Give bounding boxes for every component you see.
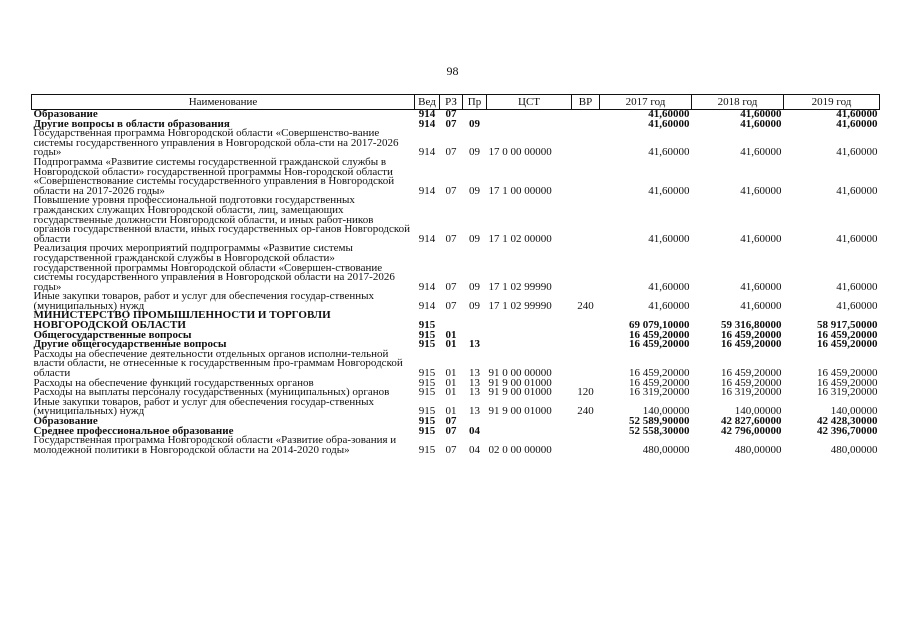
row-2017: 16 459,20000 [629, 328, 690, 341]
row-pr: 09 [469, 146, 480, 159]
row-vr [572, 158, 600, 196]
row-ved: 915 [418, 376, 436, 389]
row-ved: 914 [418, 184, 436, 197]
row-2019: 42 396,70000 [817, 424, 878, 437]
row-2019: 42 428,30000 [817, 415, 878, 427]
row-2018: 41,60000 [740, 299, 782, 312]
row-pr: 09 [469, 184, 480, 197]
row-ved: 915 [418, 405, 436, 418]
row-vr: 240 [577, 405, 594, 418]
row-name: Общегосударственные вопросы [33, 328, 192, 341]
row-2018: 480,00000 [734, 443, 782, 456]
row-2018: 41,60000 [740, 146, 782, 159]
table-row [32, 311, 880, 330]
row-cst [487, 311, 572, 330]
header-cst: ЦСТ [487, 95, 572, 110]
header-ved: Вед [415, 95, 440, 110]
row-cst: 91 9 00 01000 [488, 405, 552, 418]
row-cst: 17 1 00 00000 [488, 184, 552, 197]
row-cst: 17 0 00 00000 [488, 146, 552, 159]
row-name: Государственная программа Новгородской области «Совершенство-вание системы государственного управления в Новгородской обла-сти на 2017-2026 годы» [33, 127, 399, 159]
row-2019: 41,60000 [836, 117, 878, 130]
row-rz: 01 [445, 405, 457, 418]
row-vr [572, 427, 600, 437]
row-rz: 07 [445, 232, 457, 245]
row-vr [572, 120, 600, 130]
row-ved: 915 [418, 367, 436, 380]
table-row [32, 196, 880, 244]
row-ved: 915 [418, 386, 436, 399]
table-row [32, 129, 880, 158]
row-2018: 59 316,80000 [721, 319, 782, 332]
row-ved: 915 [418, 319, 436, 332]
row-rz: 07 [445, 146, 457, 159]
row-2017: 41,60000 [648, 117, 690, 130]
row-cst: 17 1 02 99990 [488, 280, 552, 293]
row-ved: 915 [418, 328, 436, 341]
row-ved: 914 [418, 280, 436, 293]
row-name: Государственная программа Новгородской области «Развитие обра-зования и молодежной политики в Новгородской области на 2014-2020 годы» [33, 434, 397, 456]
row-rz: 07 [445, 443, 457, 456]
row-ved: 914 [418, 108, 436, 120]
row-pr: 13 [469, 376, 480, 389]
row-rz [440, 311, 463, 330]
row-rz: 07 [445, 184, 457, 197]
row-cst [487, 417, 572, 427]
row-rz: 01 [445, 386, 457, 399]
row-vr [572, 331, 600, 341]
row-name: Среднее профессиональное образование [33, 424, 234, 437]
row-pr: 09 [469, 232, 480, 245]
row-2018: 41,60000 [740, 184, 782, 197]
row-rz: 01 [445, 338, 457, 351]
row-2017: 140,00000 [642, 405, 690, 418]
row-ved: 915 [418, 443, 436, 456]
row-2019: 16 459,20000 [817, 367, 878, 380]
row-2017: 16 459,20000 [629, 367, 690, 380]
row-2018: 41,60000 [740, 108, 782, 120]
row-ved: 914 [418, 299, 436, 312]
row-vr [572, 110, 600, 120]
row-cst: 17 1 02 99990 [488, 299, 552, 312]
row-2018: 16 459,20000 [721, 328, 782, 341]
row-2017: 41,60000 [648, 299, 690, 312]
row-2018: 41,60000 [740, 117, 782, 130]
row-2017: 16 319,20000 [629, 386, 690, 399]
row-2017: 52 589,90000 [629, 415, 690, 427]
row-rz: 07 [445, 424, 457, 437]
row-vr [572, 244, 600, 292]
row-cst: 91 9 00 01000 [488, 376, 552, 389]
header-name: Наименование [32, 95, 415, 110]
table-row [32, 350, 880, 379]
row-cst: 91 0 00 00000 [488, 367, 552, 380]
row-cst: 17 1 02 00000 [488, 232, 552, 245]
row-2017: 480,00000 [642, 443, 690, 456]
row-vr: 240 [577, 299, 594, 312]
row-ved: 915 [418, 415, 436, 427]
row-pr: 04 [469, 443, 480, 456]
table-row [32, 436, 880, 455]
row-2017: 16 459,20000 [629, 338, 690, 351]
row-cst [487, 120, 572, 130]
row-name: Иные закупки товаров, работ и услуг для обеспечения государ-ственных (муниципальных) нужд [33, 395, 375, 418]
table-row [32, 158, 880, 196]
row-2018: 16 459,20000 [721, 367, 782, 380]
row-vr [572, 350, 600, 379]
row-cst [487, 331, 572, 341]
row-2018: 41,60000 [740, 232, 782, 245]
row-2019: 41,60000 [836, 280, 878, 293]
row-name: Иные закупки товаров, работ и услуг для обеспечения государ-ственных (муниципальных) нужд [33, 290, 375, 312]
row-name: МИНИСТЕРСТВО ПРОМЫШЛЕННОСТИ И ТОРГОВЛИ НОВГОРОДСКОЙ ОБЛАСТИ [33, 309, 331, 332]
row-name: Другие вопросы в области образования [33, 117, 230, 130]
row-name: Образование [33, 415, 98, 427]
row-2019: 16 319,20000 [817, 386, 878, 399]
row-2019: 480,00000 [830, 443, 878, 456]
row-name: Расходы на выплаты персоналу государственных (муниципальных) органов [33, 386, 390, 399]
row-pr: 13 [469, 367, 480, 380]
header-rz: РЗ [440, 95, 463, 110]
row-2019: 16 459,20000 [817, 328, 878, 341]
header-pr: Пр [463, 95, 487, 110]
budget-table [31, 94, 880, 455]
row-vr [572, 311, 600, 330]
row-name: Другие общегосударственные вопросы [33, 338, 227, 351]
row-2018: 16 459,20000 [721, 376, 782, 389]
row-2019: 41,60000 [836, 146, 878, 159]
row-pr: 13 [469, 405, 480, 418]
row-2018: 42 827,60000 [721, 415, 782, 427]
row-ved: 915 [418, 338, 436, 351]
row-ved: 914 [418, 232, 436, 245]
row-2017: 41,60000 [648, 280, 690, 293]
row-pr: 13 [469, 386, 480, 399]
row-pr [463, 311, 487, 330]
row-2017: 41,60000 [648, 108, 690, 120]
row-rz: 07 [445, 415, 457, 427]
row-ved: 914 [418, 117, 436, 130]
row-cst: 91 9 00 01000 [488, 386, 552, 399]
row-rz: 01 [445, 367, 457, 380]
row-ved: 915 [418, 424, 436, 437]
row-vr: 120 [577, 386, 594, 399]
row-vr [572, 196, 600, 244]
page-number: 98 [446, 64, 459, 78]
header-2018: 2018 год [692, 95, 784, 110]
row-rz: 07 [445, 299, 457, 312]
row-rz: 01 [445, 376, 457, 389]
row-2017: 69 079,10000 [629, 319, 690, 332]
header-vr: ВР [572, 95, 600, 110]
row-vr [572, 129, 600, 158]
row-2019: 58 917,50000 [817, 319, 878, 332]
row-vr [572, 436, 600, 455]
row-name: Повышение уровня профессиональной подготовки государственных гражданских служащих Новгородской области, лиц, замещающих государственные должности Новгородской области, и иных работ-ников органов государственной власти, иных государственных ор-ганов Новгородской области [33, 194, 411, 245]
row-name: Подпрограмма «Развитие системы государственной гражданской службы в Новгородской области» государственной программы Нов-городской области «Совершенствование системы государственного управления в Новгородской области на 2017-2026 годы» [33, 155, 395, 197]
row-2019: 140,00000 [830, 405, 878, 418]
row-2018: 140,00000 [734, 405, 782, 418]
row-2019: 41,60000 [836, 299, 878, 312]
row-ved: 914 [418, 146, 436, 159]
row-rz: 07 [445, 117, 457, 130]
row-cst: 02 0 00 00000 [488, 443, 552, 456]
row-2017: 41,60000 [648, 184, 690, 197]
row-2019: 16 459,20000 [817, 376, 878, 389]
row-pr: 04 [469, 424, 480, 437]
row-name: Образование [33, 108, 98, 120]
header-2019: 2019 год [784, 95, 880, 110]
row-2017: 41,60000 [648, 232, 690, 245]
row-2018: 16 319,20000 [721, 386, 782, 399]
row-name: Расходы на обеспечение функций государственных органов [33, 376, 314, 389]
row-pr: 09 [469, 299, 480, 312]
row-pr: 09 [469, 117, 480, 130]
row-rz: 07 [445, 108, 457, 120]
row-cst [487, 340, 572, 350]
header-2017: 2017 год [600, 95, 692, 110]
row-2017: 52 558,30000 [629, 424, 690, 437]
row-2019: 16 459,20000 [817, 338, 878, 351]
row-2019: 41,60000 [836, 232, 878, 245]
row-2019: 41,60000 [836, 108, 878, 120]
row-2018: 41,60000 [740, 280, 782, 293]
table-row [32, 244, 880, 292]
row-pr: 09 [469, 280, 480, 293]
row-name: Расходы на обеспечение деятельности отдельных органов исполни-тельной власти области, не отнесенные к государственным про-граммам Новгородской области [33, 347, 403, 380]
row-name: Реализация прочих мероприятий подпрограммы «Развитие системы государственной гражданской службы в Новгородской области» государственной программы Новгородской области «Совершен-ствование системы государственного управления в Новгородской области на 2017-2026 годы» [33, 242, 395, 293]
row-vr [572, 340, 600, 350]
row-vr [572, 417, 600, 427]
row-rz: 07 [445, 280, 457, 293]
row-rz: 01 [445, 328, 457, 341]
row-2018: 16 459,20000 [721, 338, 782, 351]
row-pr: 13 [469, 338, 480, 351]
row-2018: 42 796,00000 [721, 424, 782, 437]
row-2019: 41,60000 [836, 184, 878, 197]
row-cst [487, 427, 572, 437]
row-2017: 16 459,20000 [629, 376, 690, 389]
row-cst [487, 110, 572, 120]
row-2017: 41,60000 [648, 146, 690, 159]
